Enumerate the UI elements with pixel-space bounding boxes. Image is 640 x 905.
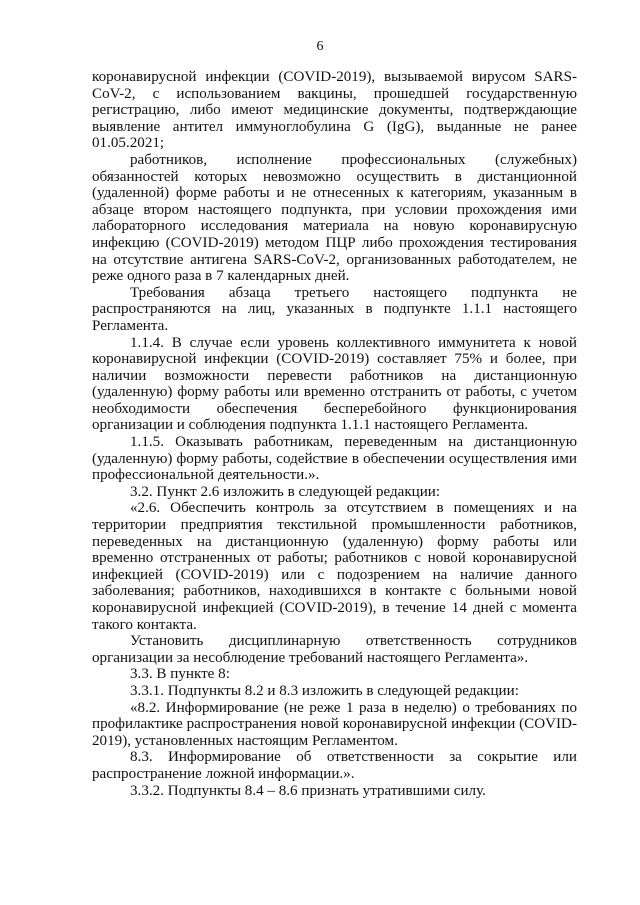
document-body [92, 69, 577, 799]
paragraph-requirements-exemption: Требования абзаца третьего настоящего подпункта не распространяются на лиц, указанных в подпункте 1.1.1 настоящего Регламента. [92, 284, 577, 334]
paragraph-disciplinary-responsibility: Установить дисциплинарную ответственность сотрудников организации за несоблюдение требований настоящего Регламента». [92, 633, 577, 666]
paragraph-3-3-2: 3.3.2. Подпункты 8.4 – 8.6 признать утратившими силу. [130, 782, 486, 799]
paragraph-workers-pcr-testing: работников, исполнение профессиональных (служебных) обязанностей которых невозможно осуществить в дистанционной (удаленной) форме работы и не отнесенных к категориям, указанным в абзаце втором настоящего подпункта, при условии прохождения ими лабораторного исследования материала на новую коронавирусную инфекцию (COVID-2019) методом ПЦР либо прохождения тестирования на отсутствие антигена SARS-CoV-2, организованных работодателем, не реже одного раза в 7 календарных дней. [92, 151, 577, 285]
paragraph-8-3: 8.3. Информирование об ответственности за сокрытие или распространение ложной информации.». [92, 749, 577, 782]
paragraph-3-3-1: 3.3.1. Подпункты 8.2 и 8.3 изложить в следующей редакции: [130, 682, 519, 699]
paragraph-8-2: «8.2. Информирование (не реже 1 раза в неделю) о требованиях по профилактике распространения новой коронавирусной инфекции (COVID-2019), установленных настоящим Регламентом. [92, 699, 577, 749]
paragraph-1-1-4: 1.1.4. В случае если уровень коллективного иммунитета к новой коронавирусной инфекции (COVID-2019) составляет 75% и более, при наличии возможности перевести работников на дистанционную (удаленную) форму работы или временно отстранить от работы, с учетом необходимости обеспечения бесперебойного функционирования организации и соблюдения подпункта 1.1.1 настоящего Регламента. [92, 334, 577, 434]
paragraph-3-3: 3.3. В пункте 8: [130, 666, 230, 683]
paragraph-2-6: «2.6. Обеспечить контроль за отсутствием в помещениях и на территории предприятия текстильной промышленности работников, переведенных на дистанционную (удаленную) форму работы или временно отстраненных от работы; работников с новой коронавирусной инфекцией (COVID-2019) или с подозрением на наличие данного заболевания; работников, находившихся в контакте с больными новой коронавирусной инфекцией (COVID-2019), в течение 14 дней с момента такого контакта. [92, 500, 577, 633]
paragraph-1-1-5: 1.1.5. Оказывать работникам, переведенным на дистанционную (удаленную) форму работы, содействие в обеспечении осуществления ими профессиональной деятельности.». [92, 434, 577, 484]
paragraph-vaccinated-continuation: коронавирусной инфекции (COVID-2019), вызываемой вирусом SARS-CoV-2, с использованием вакцины, прошедшей государственную регистрацию, либо имеют медицинские документы, подтверждающие выявление антител иммуноглобулина G (IgG), выданные не ранее 01.05.2021; [92, 69, 577, 152]
paragraph-3-2: 3.2. Пункт 2.6 изложить в следующей редакции: [130, 483, 441, 500]
page-number: 6 [316, 39, 324, 54]
